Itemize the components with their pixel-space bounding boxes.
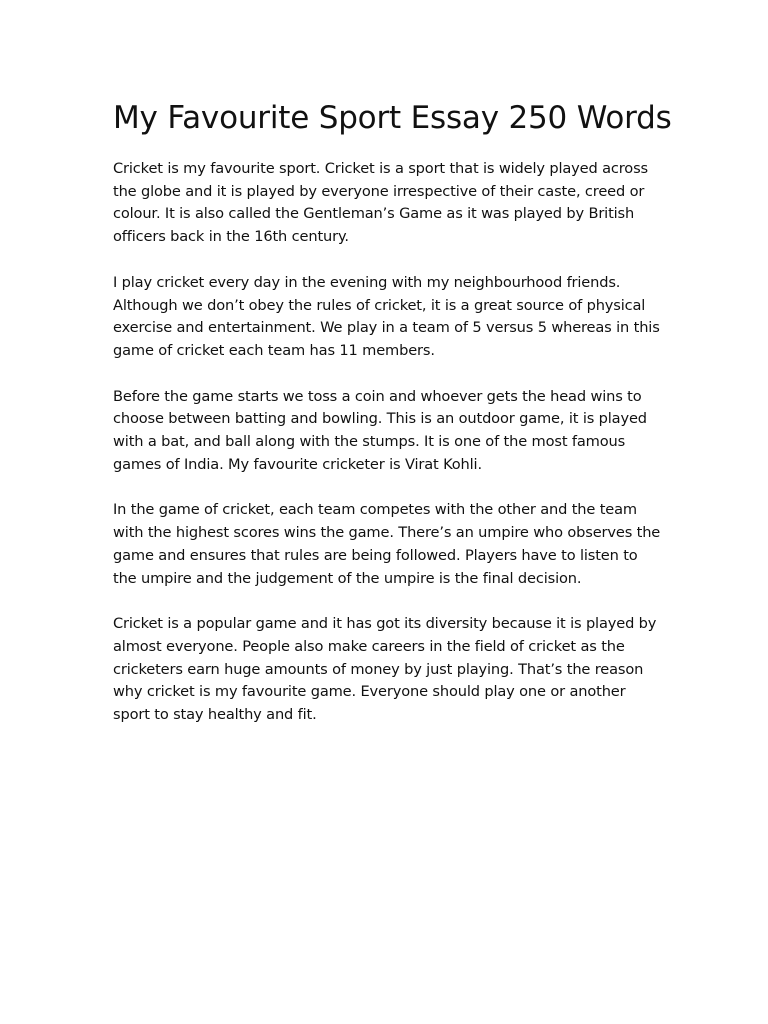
paragraph-line: exercise and entertainment. We play in a team of 5 versus 5 whereas in this: [113, 319, 660, 337]
paragraph-line: almost everyone. People also make careers in the field of cricket as the: [113, 637, 625, 655]
paragraph-line: In the game of cricket, each team competes with the other and the team: [113, 501, 637, 519]
paragraph-line: choose between batting and bowling. This is an outdoor game, it is played: [113, 410, 647, 428]
paragraph-line: Cricket is a popular game and it has got its diversity because it is played by: [113, 615, 657, 633]
paragraph-5: [113, 613, 673, 727]
paragraph-line: games of India. My favourite cricketer is Virat Kohli.: [113, 455, 482, 473]
paragraph-line: I play cricket every day in the evening with my neighbourhood friends.: [113, 273, 621, 291]
paragraph-line: Cricket is my favourite sport. Cricket is a sport that is widely played across: [113, 160, 648, 177]
paragraph-2: [113, 272, 673, 363]
document-body: [113, 158, 673, 750]
paragraph-line: game of cricket each team has 11 members.: [113, 341, 435, 359]
paragraph-line: sport to stay healthy and fit.: [113, 706, 317, 724]
paragraph-line: Before the game starts we toss a coin and whoever gets the head wins to: [113, 387, 642, 405]
paragraph-line: with a bat, and ball along with the stumps. It is one of the most famous: [113, 433, 626, 451]
paragraph-line: the umpire and the judgement of the umpire is the final decision.: [113, 569, 582, 587]
paragraph-line: Although we don’t obey the rules of cricket, it is a great source of physical: [113, 296, 646, 314]
paragraph-line: why cricket is my favourite game. Everyone should play one or another: [113, 683, 626, 701]
paragraph-line: colour. It is also called the Gentleman’s Game as it was played by British: [113, 205, 635, 223]
paragraph-line: with the highest scores wins the game. There’s an umpire who observes the: [113, 524, 661, 542]
paragraph-line: cricketers earn huge amounts of money by just playing. That’s the reason: [113, 660, 644, 678]
paragraph-line: game and ensures that rules are being followed. Players have to listen to: [113, 546, 638, 564]
document-title: My Favourite Sport Essay 250 Words: [113, 100, 672, 136]
paragraph-line: the globe and it is played by everyone irrespective of their caste, creed or: [113, 182, 645, 200]
paragraph-line: officers back in the 16th century.: [113, 228, 349, 246]
paragraph-3: [113, 386, 673, 477]
paragraph-4: [113, 499, 673, 590]
paragraph-1: [113, 158, 673, 249]
